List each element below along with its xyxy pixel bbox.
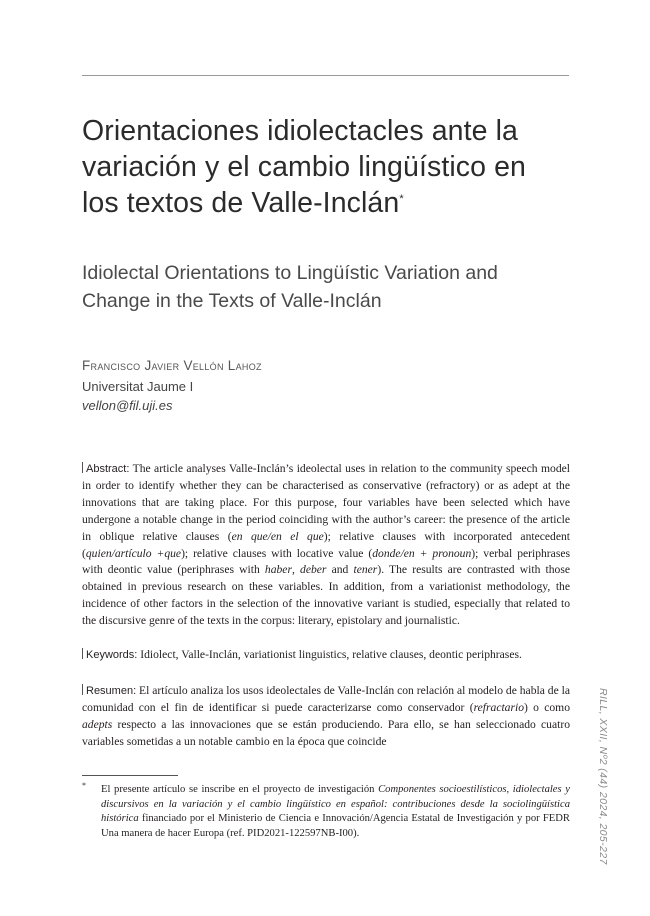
footnote-italic: Componentes socioestilísticos, idiolectales y discursivos en la variación y el cambio lingüístico en español: contribuciones desde la sociolingüística histórica [101,784,570,825]
title-footnote-marker[interactable]: * [399,193,404,205]
header-rule [82,75,569,76]
abstract-italic: tener [353,563,378,577]
footnote-text: financiado por el Ministerio de Ciencia e Innovación/Agencia Estatal de Investigación y por FEDR Una manera de hacer Europa (ref. PID2021-122597NB-I00). [101,813,570,840]
resumen-bar [82,684,83,695]
author-affiliation: Universitat Jaume I [82,379,194,394]
footnote-body [82,783,570,842]
resumen-paragraph [82,683,570,751]
abstract-paragraph [82,461,570,630]
abstract-label: Abstract: [86,463,130,475]
keywords-bar [82,648,83,659]
abstract-text: The article analyses Valle-Inclán’s ideolectal uses in relation to the community speech model in order to identify whether they can be characterised as conservative (refractory) or as adept at the innovations that are taking place. For this purpose, four variables have been selected which have undergone a notable change in the period coinciding with the author’s career: the presence of the article in oblique relative clauses ( [82,462,570,543]
abstract-bar [82,462,83,473]
running-side-citation: RILL, XXII, Nº2 (44) 2024, 205-227 [597,688,609,865]
resumen-label: Resumen: [86,685,137,697]
footnote-rule [82,775,178,776]
abstract-italic: quien/artículo +que [85,546,182,560]
abstract-text: ); relative clauses with locative value ( [181,546,373,560]
footnote [82,783,570,842]
keywords-text: Idiolect, Valle-Inclán, variationist linguistics, relative clauses, deontic periphrases. [137,648,522,661]
abstract-text: , [291,563,301,577]
author-name: Francisco Javier Vellón Lahoz [82,358,262,373]
resumen-text: respecto a las innovaciones que se están produciendo. Para ello, se han seleccionado cuatro variables sometidas a un notable cambio en la época que coincide [82,717,570,748]
footnote-text: El presente artículo se inscribe en el proyecto de investigación [101,784,379,795]
abstract-text: ); relative clauses with incorporated antecedent ( [82,529,570,560]
article-title [82,113,562,221]
resumen-italic: adepts [82,717,113,731]
abstract-italic: haber [264,563,292,577]
article-subtitle: Idiolectal Orientations to Lingüístic Variation and Change in the Texts of Valle-Inclán [82,262,498,312]
footnote-marker: * [82,781,86,790]
resumen-text: El artículo analiza los usos ideolectales de Valle-Inclán con relación al modelo de habla de la comunidad con el fin de identificar si puede caracterizarse como conservador ( [82,684,570,714]
keywords-label: Keywords: [86,649,138,661]
article-title-text: Orientaciones idiolectacles ante la variación y el cambio lingüístico en los textos de Valle-Inclán [82,115,526,219]
abstract-italic: donde/en + pronoun [372,546,472,560]
resumen-italic: refractario [473,700,525,714]
resumen-text: ) o como [524,700,570,714]
abstract-italic: en que/en el que [231,529,324,543]
author-email[interactable]: vellon@fil.uji.es [82,398,173,413]
abstract-text: ). The results are contrasted with those obtained in previous research on these variables. In addition, from a variationist methodology, the incidence of other factors in the selection of the innovative variant is studied, especially that related to the discursive genre of the texts in the corpus: literary, epistolary and journalistic. [82,563,570,628]
abstract-italic: deber [300,563,327,577]
abstract-text: ); verbal periphrases with deontic value (periphrases with [82,546,570,577]
abstract-text: and [326,563,354,577]
keywords-paragraph [82,647,570,664]
